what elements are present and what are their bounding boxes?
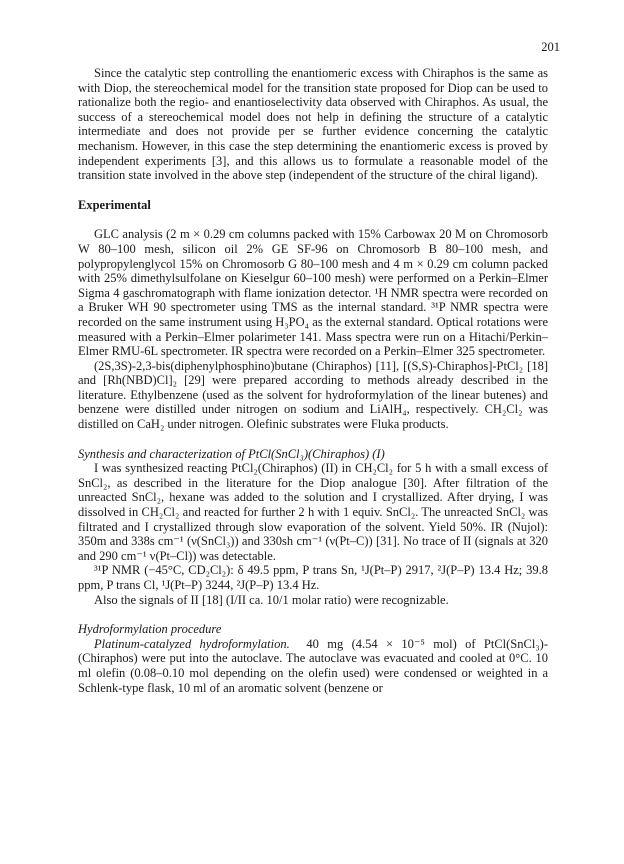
synthesis-paragraph-1: I was synthesized reacting PtCl₂(Chiraphos) (II) in CH₂Cl₂ for 5 h with a small excess of SnCl₂, as described in the literature for the Diop analogue [30]. After filtration of the unreacted SnCl₂, hexane was added to the solution and I crystallized. After drying, I was dissolved in CH₂Cl₂ and reacted for further 2 h with 1 equiv. SnCl₂. The unreacted SnCl₂ was filtrated and I crystallized through slow evaporation of the solvent. Yield 50%. IR (Nujol): 350m and 338s cm⁻¹ (ν(SnCl₃)) and 330sh cm⁻¹ (ν(Pt–C)) [31]. No trace of II (signals at 320 and 290 cm⁻¹ ν(Pt–Cl)) was detectable. [78,461,548,563]
synthesis-paragraph-2: ³¹P NMR (−45°C, CD₂Cl₂): δ 49.5 ppm, P trans Sn, ¹J(Pt–P) 2917, ²J(P–P) 13.4 Hz; 39.8 ppm, P trans Cl, ¹J(Pt–P) 3244, ²J(P–P) 13.4 Hz. [78,563,548,592]
synthesis-heading: Synthesis and characterization of PtCl(SnCl₃)(Chiraphos) (I) [78,446,385,461]
hydroformylation-text: 40 mg (4.54 × 10⁻⁵ mol) of PtCl(SnCl₃)-(Chiraphos) were put into the autoclave. The autoclave was evacuated and cooled at 0°C. 10 ml olefin (0.08–0.10 mol depending on the olefin used) were condensed or weighted in a Schlenk-type flask, 10 ml of an aromatic solvent (benzene or [78,636,549,695]
hydroformylation-subheading: Platinum-catalyzed hydroformylation. [94,636,290,651]
hydroformylation-heading: Hydroformylation procedure [78,622,222,637]
hydroformylation-paragraph [78,637,548,695]
synthesis-paragraph-3: Also the signals of II [18] (I/II ca. 10/1 molar ratio) were recognizable. [94,592,449,607]
experimental-paragraph-2: (2S,3S)-2,3-bis(diphenylphosphino)butane (Chiraphos) [11], [(S,S)-Chiraphos]-PtCl₂ [18] and [Rh(NBD)Cl]₂ [29] were prepared according to methods already described in the literature. Ethylbenzene (used as the solvent for hydroformylation of the linear butenes) and benzene were distilled under nitrogen on sodium and LiAlH₄, respectively. CH₂Cl₂ was distilled on CaH₂ under nitrogen. Olefinic substrates were Fluka products. [78,358,548,432]
experimental-heading: Experimental [78,197,151,212]
page-body [78,66,548,695]
page-number: 201 [541,40,560,54]
intro-paragraph: Since the catalytic step controlling the enantiomeric excess with Chiraphos is the same as with Diop, the stereochemical model for the transition state proposed for Diop can be used to rationalize both the regio- and enantioselectivity data observed with Chiraphos. As usual, the success of a stereochemical model does not help in defining the structure of a catalytic intermediate and does not provide per se further evidence concerning the catalytic mechanism. However, in this case the step determining the enantiomeric excess is proved by independent experiments [3], and this allows us to formulate a reasonable model of the transition state involved in the above step (independent of the structure of the chiral ligand). [78,66,548,183]
experimental-paragraph-1: GLC analysis (2 m × 0.29 cm columns packed with 15% Carbowax 20 M on Chromosorb W 80–100 mesh, silicon oil 2% GE SF-96 on Chromosorb B 80–100 mesh, and polypropylenglycol 15% on Chromosorb G 80–100 mesh and 4 m × 0.29 cm column packed with 25% dimethylsulfolane on Kieselgur 60–100 mesh) were performed on a Perkin–Elmer Sigma 4 gaschromatograph with flame ionization detector. ¹H NMR spectra were recorded on a Bruker WH 90 spectrometer using TMS as the internal standard. ³¹P NMR spectra were recorded on the same instrument using H₃PO₄ as the external standard. Optical rotations were measured with a Perkin–Elmer polarimeter 141. Mass spectra were run on a Hitachi/Perkin–Elmer RMU-6L spectrometer. IR spectra were recorded on a Perkin–Elmer 325 spectrometer. [78,227,548,359]
